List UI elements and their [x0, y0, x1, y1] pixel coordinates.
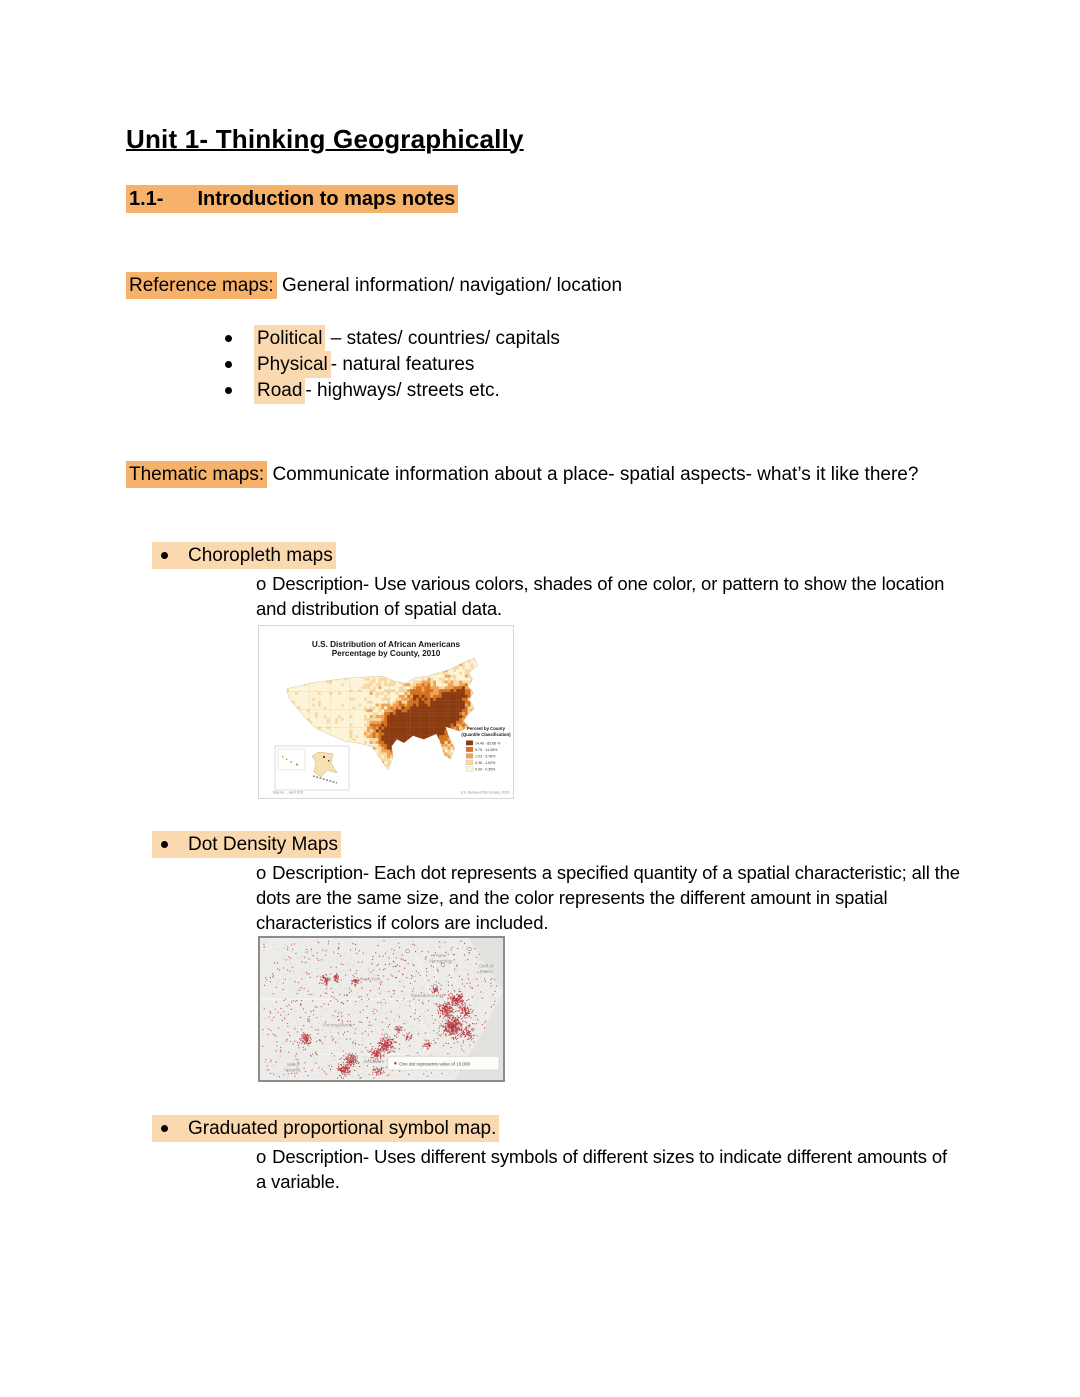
legend-label: 1.03 - 5.78%: [475, 754, 496, 759]
circle-bullet-icon: o: [256, 573, 267, 594]
map-legend: [461, 726, 511, 771]
state-label: New Hampshire: [429, 953, 453, 965]
circle-bullet-icon: o: [256, 1146, 267, 1167]
state-label: Massachusetts: [410, 994, 444, 1000]
term-physical: Physical: [254, 351, 331, 378]
disc-bullet-icon: [225, 361, 232, 368]
disc-bullet-icon: [225, 387, 232, 394]
dot-density-map-image[interactable]: [258, 936, 505, 1082]
map-title-line1: U.S. Distribution of African Americans: [311, 640, 461, 649]
legend-swatch: [466, 747, 473, 752]
dot-density-item-highlight: [152, 831, 341, 858]
disc-bullet-icon: [225, 335, 232, 342]
dot-density-item-title: Dot Density Maps: [188, 834, 338, 855]
legend-label: 0.36 - 1.02%: [475, 760, 496, 765]
term-political: Political: [254, 325, 325, 352]
section-title: Introduction to maps notes: [197, 188, 456, 210]
disc-bullet-icon: [161, 841, 168, 848]
reference-maps-label: Reference maps:: [126, 272, 277, 299]
choropleth-item-highlight: [152, 542, 336, 569]
term-road: Road: [254, 377, 305, 404]
alaska-hawaii-inset: [275, 746, 349, 790]
hawaii-box: [278, 749, 305, 770]
legend-swatch: [466, 754, 473, 759]
state-label: Pennsylvania: [323, 1023, 353, 1029]
reference-maps-description: General information/ navigation/ location: [281, 275, 623, 296]
list-item: [152, 834, 341, 856]
list-item: [225, 380, 500, 406]
thematic-maps-label: Thematic maps:: [126, 461, 267, 488]
state-label: Delaware: [363, 1060, 385, 1066]
dot-legend-text: One dot represents value of 10,000: [399, 1061, 471, 1067]
state-label: Gulf of Maine: [479, 964, 494, 976]
legend-label: 0.00 - 0.35%: [475, 767, 496, 772]
choropleth-map-svg: [259, 626, 513, 798]
reference-maps-paragraph: [126, 272, 946, 300]
graduated-description: [256, 1144, 961, 1194]
legend-dot-icon: [394, 1062, 396, 1064]
state-label: West Virginia: [284, 1063, 301, 1074]
map-title-line2: Percentage by County, 2010: [331, 649, 441, 658]
legend-swatch: [466, 767, 473, 772]
legend-label: 14.46 - 85.68 %: [475, 741, 501, 746]
section-heading: [126, 188, 458, 211]
city-marker-icon: [433, 985, 436, 988]
section-heading-highlight: [126, 185, 458, 213]
description-text: Description- Uses different symbols of different sizes to indicate different amounts of a variable.: [256, 1146, 948, 1192]
definition: – states/ countries/ capitals: [325, 328, 560, 349]
choropleth-map-image[interactable]: [258, 625, 514, 799]
list-item: [152, 1118, 499, 1140]
city-marker-icon: [468, 947, 471, 950]
dot-map-legend: [388, 1056, 499, 1070]
legend-swatch: [466, 760, 473, 765]
city-marker-icon: [384, 1034, 387, 1037]
definition: - natural features: [330, 354, 475, 375]
legend-title-line1: Percent by County: [467, 726, 505, 731]
city-marker-icon: [406, 949, 409, 952]
thematic-maps-paragraph: [126, 461, 938, 489]
dot-density-description: [256, 860, 961, 935]
legend-swatch: [466, 741, 473, 746]
disc-bullet-icon: [161, 1125, 168, 1132]
legend-title-line2: (Quantile Classification): [461, 732, 511, 737]
choropleth-item-title: Choropleth maps: [188, 545, 333, 566]
thematic-maps-description: Communicate information about a place- spatial aspects- what’s it like there?: [272, 464, 919, 485]
map-credit-right: U.S. Bureau of the Census, 2010: [460, 790, 509, 795]
description-text: Description- Use various colors, shades of one color, or pattern to show the location and distribution of spatial data.: [256, 573, 945, 619]
graduated-item-highlight: [152, 1115, 499, 1142]
description-text: Description- Each dot represents a specified quantity of a spatial characteristic; all the dots are the same size, and the color represents the different amount in spatial characteristics if colors are included.: [256, 862, 960, 933]
definition: - highways/ streets etc.: [305, 380, 500, 401]
map-credit-left: Map by ..., April 2011: [273, 790, 304, 795]
legend-label: 5.79 - 14.45%: [475, 747, 498, 752]
circle-bullet-icon: o: [256, 862, 267, 883]
dot-density-map-svg: [260, 938, 503, 1080]
section-number: 1.1-: [129, 188, 164, 210]
disc-bullet-icon: [161, 552, 168, 559]
state-label: New York: [359, 977, 381, 983]
document-title: Unit 1- Thinking Geographically: [126, 124, 524, 154]
choropleth-description: [256, 571, 961, 621]
list-item: [152, 545, 336, 567]
graduated-item-title: Graduated proportional symbol map.: [188, 1118, 497, 1139]
